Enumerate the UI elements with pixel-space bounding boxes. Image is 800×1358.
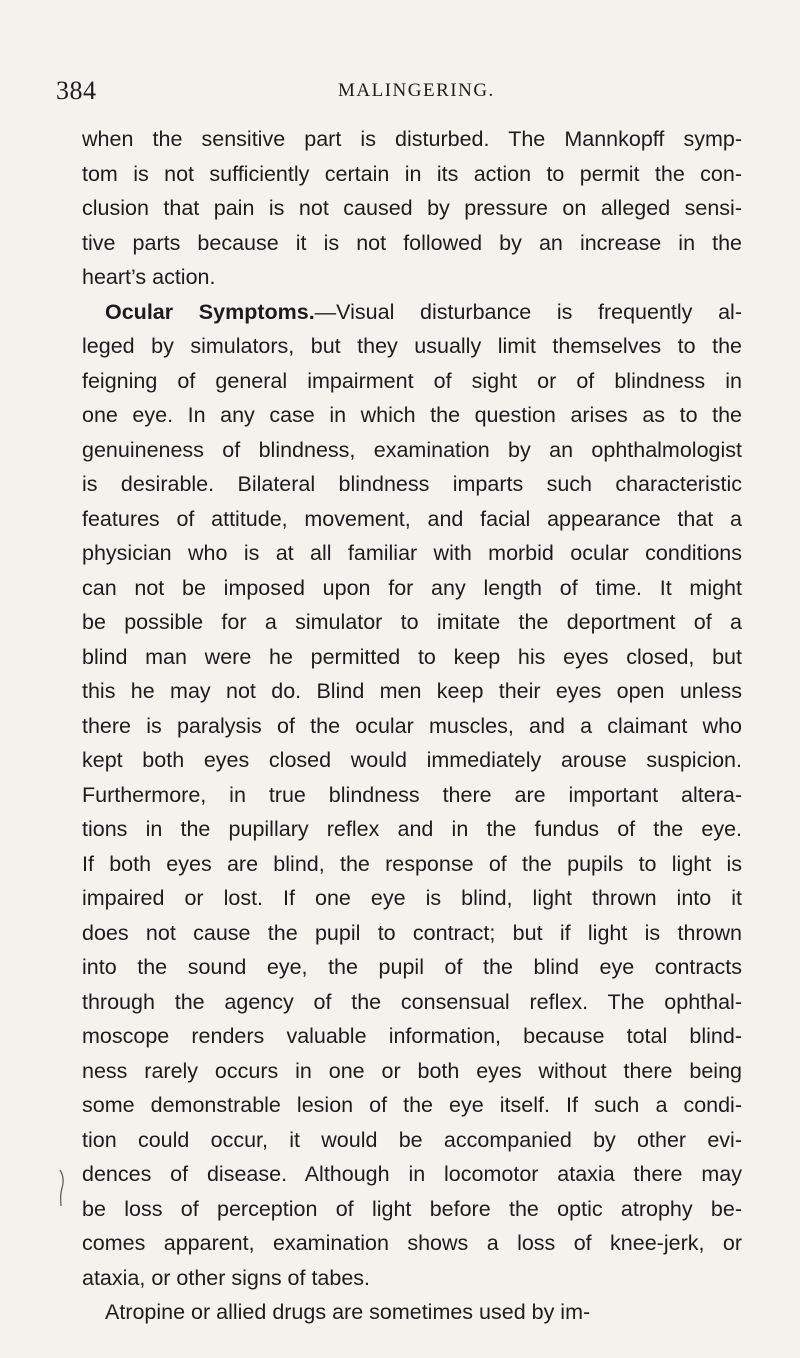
text-line: physician who is at all familiar with morbid ocular conditions bbox=[82, 541, 742, 565]
text-line: through the agency of the consensual reflex. The ophthal- bbox=[82, 989, 742, 1014]
text-line: some demonstrable lesion of the eye itself. If such a condi- bbox=[82, 1093, 742, 1117]
text-line: tions in the pupillary reflex and in the fundus of the eye. bbox=[82, 817, 742, 841]
text-line: ness rarely occurs in one or both eyes without there being bbox=[82, 1058, 742, 1083]
text-line: can not be imposed upon for any length of time. It might bbox=[82, 575, 742, 600]
page-number: 384 bbox=[56, 76, 97, 105]
body-text bbox=[82, 122, 742, 1330]
text-line: moscope renders valuable information, because total blind- bbox=[82, 1024, 742, 1048]
text-line: comes apparent, examination shows a loss of knee-jerk, or bbox=[82, 1231, 742, 1255]
text-line: heart’s action. bbox=[82, 265, 216, 289]
text-line: tom is not sufficiently certain in its action to permit the con- bbox=[82, 161, 742, 186]
text-line: Furthermore, in true blindness there are important altera- bbox=[82, 782, 742, 807]
text-line: into the sound eye, the pupil of the blind eye contracts bbox=[82, 955, 742, 979]
text-line: be possible for a simulator to imitate the deportment of a bbox=[82, 610, 742, 634]
text-line: genuineness of blindness, examination by an ophthalmologist bbox=[82, 437, 742, 462]
running-head bbox=[0, 76, 800, 116]
text-line: clusion that pain is not caused by pressure on alleged sensi- bbox=[82, 196, 742, 220]
text-line: kept both eyes closed would immediately arouse suspicion. bbox=[82, 748, 742, 772]
text-line: one eye. In any case in which the question arises as to the bbox=[82, 403, 742, 427]
text-fragment: —Visual disturbance is frequently al- bbox=[314, 299, 742, 324]
text-line: If both eyes are blind, the response of the pupils to light is bbox=[82, 851, 742, 876]
section-heading: Ocular Symptoms. bbox=[105, 299, 315, 324]
text-line: blind man were he permitted to keep his eyes closed, but bbox=[82, 644, 742, 669]
running-title: MALINGERING. bbox=[338, 80, 495, 101]
text-line: leged by simulators, but they usually limit themselves to the bbox=[82, 334, 742, 358]
text-line: is desirable. Bilateral blindness imparts such characteristic bbox=[82, 472, 742, 496]
margin-bracket-mark bbox=[58, 1168, 66, 1208]
paragraph-first-line bbox=[82, 295, 742, 330]
text-line: there is paralysis of the ocular muscles, and a claimant who bbox=[82, 713, 742, 738]
text-line: ataxia, or other signs of tabes. bbox=[82, 1265, 371, 1290]
text-line: impaired or lost. If one eye is blind, light thrown into it bbox=[82, 886, 742, 910]
text-line: this he may not do. Blind men keep their eyes open unless bbox=[82, 679, 742, 703]
text-line: tion could occur, it would be accompanied by other evi- bbox=[82, 1127, 742, 1152]
text-line: features of attitude, movement, and facial appearance that a bbox=[82, 506, 742, 531]
text-line: tive parts because it is not followed by an increase in the bbox=[82, 230, 742, 255]
text-line: be loss of perception of light before the optic atrophy be- bbox=[82, 1196, 742, 1221]
text-line: Atropine or allied drugs are sometimes used by im- bbox=[105, 1300, 591, 1324]
text-line: feigning of general impairment of sight or of blindness in bbox=[82, 368, 742, 393]
text-line: does not cause the pupil to contract; but if light is thrown bbox=[82, 920, 742, 945]
text-line: dences of disease. Although in locomotor ataxia there may bbox=[82, 1162, 742, 1186]
text-line: when the sensitive part is disturbed. The Mannkopff symp- bbox=[82, 127, 742, 151]
